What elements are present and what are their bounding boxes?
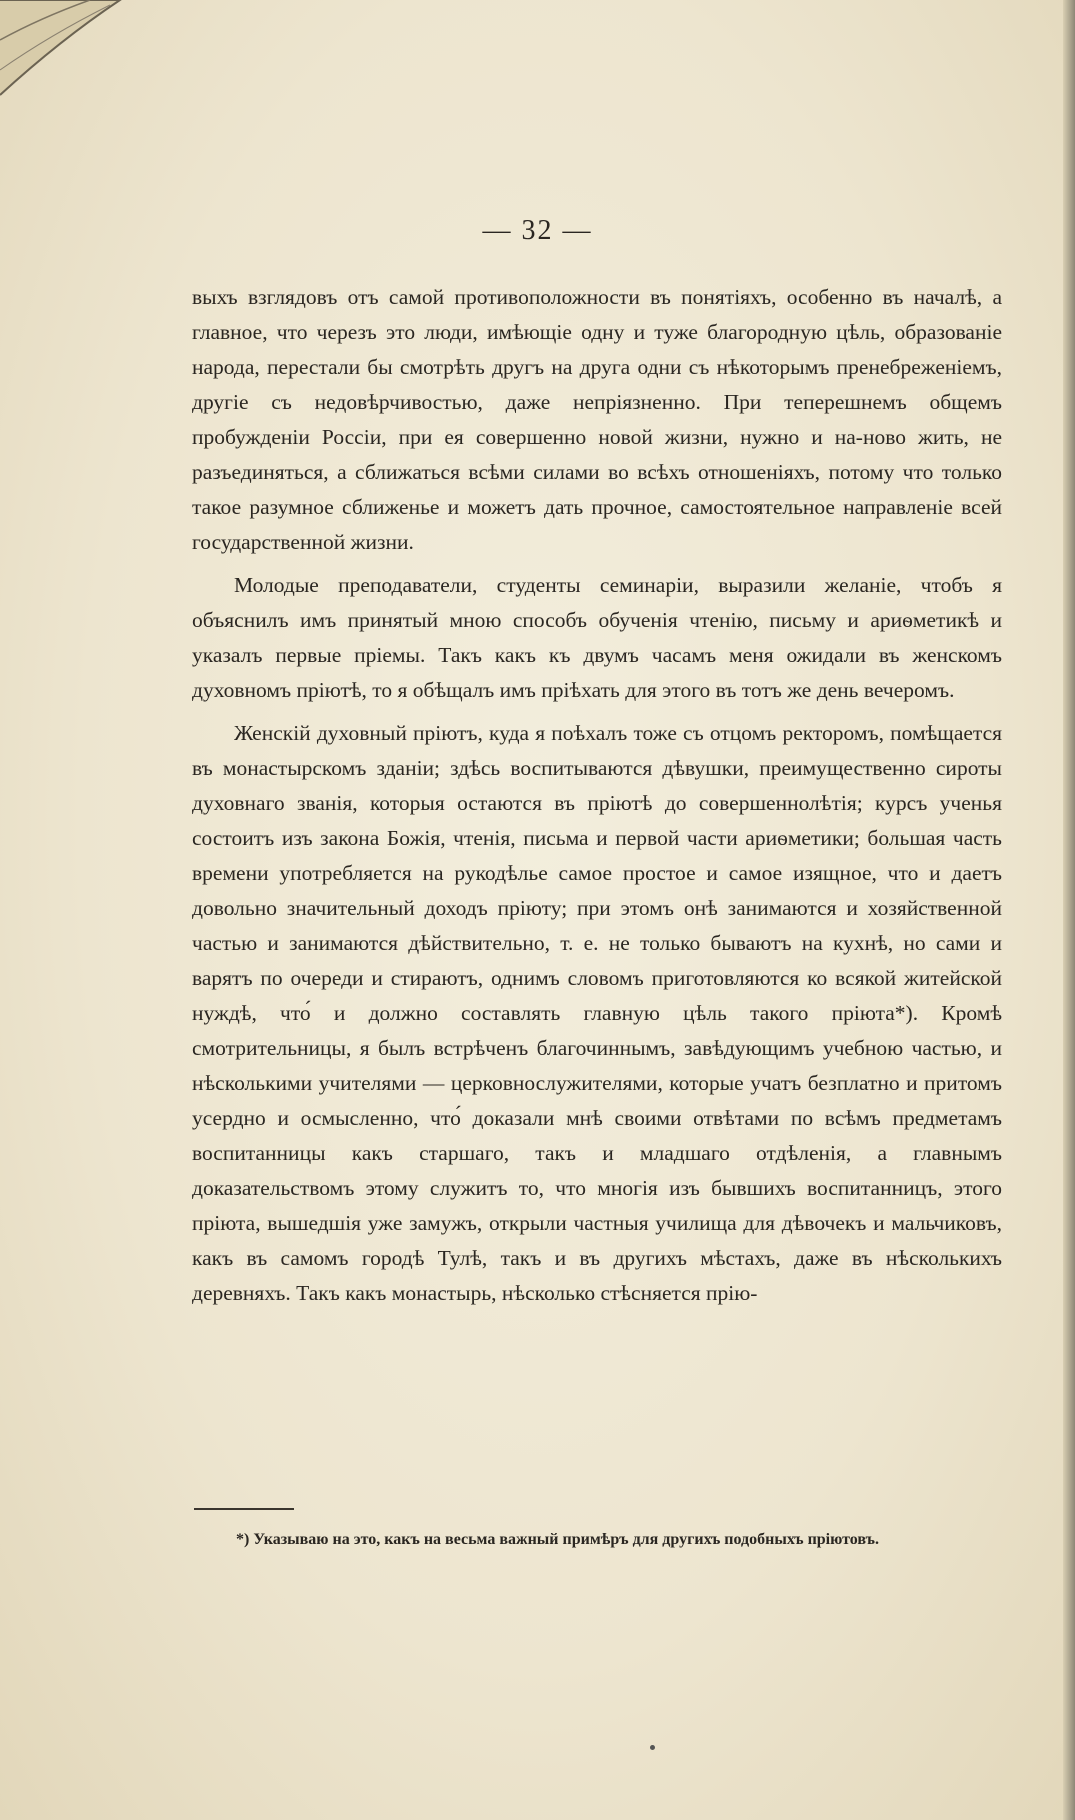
footnote-rule bbox=[194, 1508, 294, 1510]
page-edge-shadow bbox=[1063, 0, 1075, 1820]
paragraph-1: выхъ взглядовъ отъ самой противоположности въ понятіяхъ, особенно въ началѣ, а главное, что черезъ это люди, имѣющіе одну и туже благородную цѣль, образованіе народа, перестали бы смотрѣть другъ на друга одни съ нѣкоторымъ пренебреженіемъ, другіе съ недовѣрчивостью, даже непріязненно. При теперешнемъ общемъ пробужденіи Россіи, при ея совершенно новой жизни, нужно и на-ново жить, не разъединяться, а сближаться всѣми силами во всѣхъ отношеніяхъ, потому что только такое разумное сближенье и можетъ дать прочное, самостоятельное направленіе всей государственной жизни. bbox=[192, 285, 1002, 554]
page-number: — 32 — bbox=[482, 215, 593, 246]
folded-corner bbox=[0, 0, 160, 140]
footnote: *) Указываю на это, какъ на весьма важный примѣръ для другихъ подобныхъ пріютовъ. bbox=[236, 1531, 879, 1548]
paragraph-2: Молодые преподаватели, студенты семинаріи, выразили желаніе, чтобъ я объяснилъ имъ принятый мною способъ обученія чтенію, письму и ариѳметикѣ и указалъ первые пріемы. Такъ какъ къ двумъ часамъ меня ожидали въ женскомъ духовномъ пріютѣ, то я обѣщалъ имъ пріѣхать для этого въ тотъ же день вечеромъ. bbox=[192, 573, 1002, 702]
paragraph-3: Женскій духовный пріютъ, куда я поѣхалъ тоже съ отцомъ ректоромъ, помѣщается въ монастырскомъ зданіи; здѣсь воспитываются дѣвушки, преимущественно сироты духовнаго званія, которыя остаются въ пріютѣ до совершеннолѣтія; курсъ ученья состоитъ изъ закона Божія, чтенія, письма и первой части ариѳметики; большая часть времени употребляется на рукодѣлье самое простое и самое изящное, что и даетъ довольно значительный доходъ пріюту; при этомъ онѣ занимаются и хозяйственной частью и занимаются дѣйствительно, т. е. не только бываютъ на кухнѣ, но сами и варятъ по очереди и стираютъ, однимъ словомъ приготовляются ко всякой житейской нуждѣ, что́ и должно составлять главную цѣль такого пріюта*). Кромѣ смотрительницы, я былъ встрѣченъ благочиннымъ, завѣдующимъ учебною частью, и нѣсколькими учителями — церковнослужителями, которые учатъ безплатно и притомъ усердно и осмысленно, что́ доказали мнѣ своими отвѣтами по всѣмъ предметамъ воспитанницы какъ старшаго, такъ и младшаго отдѣленія, а главнымъ доказательствомъ этому служитъ то, что многія изъ бывшихъ воспитанницъ, этого пріюта, вышедшія уже замужъ, открыли частныя училища для дѣвочекъ и мальчиковъ, какъ въ самомъ городѣ Тулѣ, такъ и въ другихъ мѣстахъ, даже въ нѣсколькихъ деревняхъ. Такъ какъ монастырь, нѣсколько стѣсняется прію- bbox=[192, 721, 1002, 1305]
main-text bbox=[192, 280, 1002, 1319]
ink-speck bbox=[650, 1745, 655, 1750]
